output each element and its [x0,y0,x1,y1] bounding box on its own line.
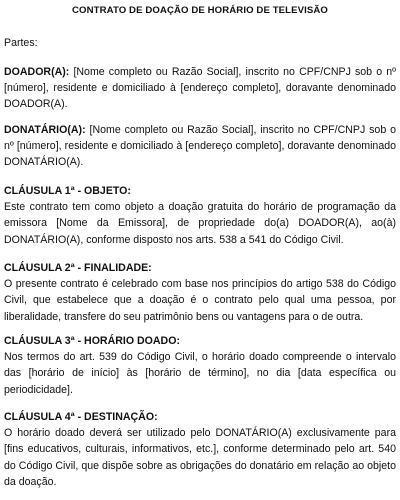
clausula-3-heading: CLÁUSULA 3ª - HORÁRIO DOADO: [4,335,180,347]
donatario-label: DONATÁRIO(A): [4,124,86,136]
clausula-1 [4,183,396,248]
clausula-1-heading: CLÁUSULA 1ª - OBJETO: [4,185,131,197]
doador-paragraph [4,64,396,113]
clausula-4 [4,409,396,490]
clausula-2-heading: CLÁUSULA 2ª - FINALIDADE: [4,262,152,274]
donatario-paragraph [4,122,396,171]
clausula-2-text: O presente contrato é celebrado com base nos princípios do artigo 538 do Código Civil, que estabelece que a doação é o contrato pelo qual uma pessoa, por liberalidade, transfere do seu patrimônio bens ou vantagens para o de outra. [4,278,396,323]
clausula-1-text: Este contrato tem como objeto a doação gratuita do horário de programação da emissora [Nome da Emissora], de propriedade do(a) DOADOR(A), ao(à) DONATÁRIO(A), conforme disposto nos arts. 538 a 541 do Código Civil. [4,201,396,246]
clausula-3-text: Nos termos do art. 539 do Código Civil, o horário doado compreende o intervalo das [horário de início] às [horário de término], no dia [data específica ou periodicidade]. [4,351,396,396]
clausula-4-heading: CLÁUSULA 4ª - DESTINAÇÃO: [4,411,158,423]
clausula-3 [4,333,396,398]
clausula-4-text: O horário doado deverá ser utilizado pelo DONATÁRIO(A) exclusivamente para [fins educativos, culturais, informativos, etc.], conforme determinado pelo art. 540 do Código Civil, que dispõe sobre as obrigações do donatário em relação ao objeto da doação. [4,427,396,488]
partes-label: Partes: [4,37,38,49]
donatario-text: [Nome completo ou Razão Social], inscrito no CPF/CNPJ sob o nº [número], residente e domiciliado à [endereço completo], doravante denominado DONATÁRIO(A). [4,124,396,169]
doador-label: DOADOR(A): [4,66,70,78]
document-title: CONTRATO DE DOAÇÃO DE HORÁRIO DE TELEVISÃO [72,5,328,16]
clausula-2 [4,260,396,325]
doador-text: [Nome completo ou Razão Social], inscrito no CPF/CNPJ sob o nº [número], residente e domiciliado à [endereço completo], doravante denominado DOADOR(A). [4,66,396,111]
